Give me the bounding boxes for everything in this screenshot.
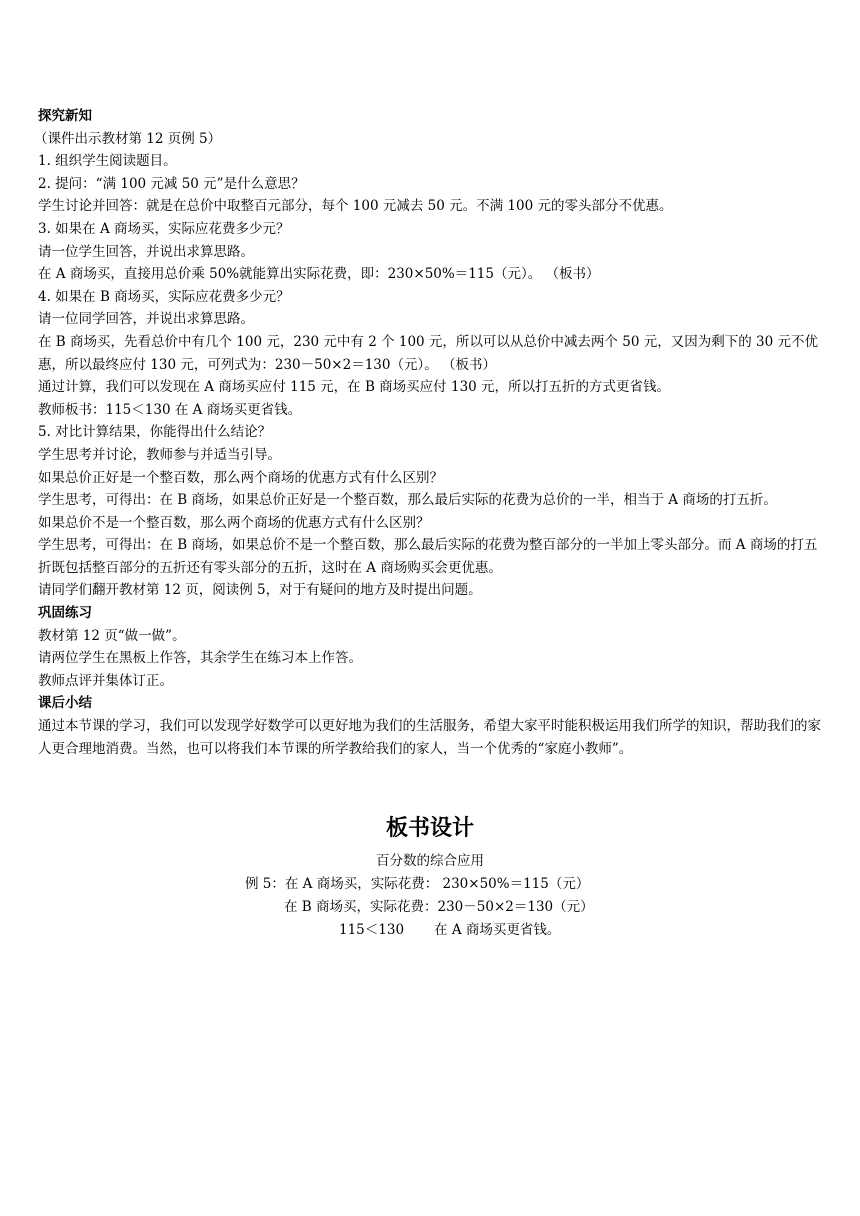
paragraph: 学生思考并讨论，教师参与并适当引导。 — [38, 446, 281, 463]
section-heading-explore: 探究新知 — [38, 108, 92, 124]
paragraph: 学生讨论并回答：就是在总价中取整百元部分，每个 100 元减去 50 元。不满 100 元的零头部分不优惠。 — [38, 198, 673, 215]
section-heading-practice: 巩固练习 — [38, 605, 92, 622]
board-comparison: 115＜130 — [339, 922, 405, 939]
paragraph: 教师点评并集体订正。 — [38, 672, 173, 689]
board-line-b: 在 B 商场买，实际花费：230－50×2＝130（元） — [284, 899, 594, 916]
paragraph: 请两位学生在黑板上作答，其余学生在练习本上作答。 — [38, 650, 362, 667]
paragraph: 学生思考，可得出：在 B 商场，如果总价不是一个整百数，那么最后实际的花费为整百部分的一半加上零头部分。而 A 商场的打五折既包括整百部分的五折还有零头部分的五折，这时在 A 商场购买会更优惠。 — [38, 537, 818, 576]
paragraph: 4. 如果在 B 商场买，实际应花费多少元？ — [38, 288, 290, 305]
paragraph: 教材第 12 页“做一做”。 — [38, 627, 186, 644]
paragraph: 1. 组织学生阅读题目。 — [38, 153, 177, 170]
paragraph: 请一位学生回答，并说出求算思路。 — [38, 243, 254, 260]
paragraph: 5. 对比计算结果，你能得出什么结论？ — [38, 424, 272, 441]
board-design-title: 板书设计 — [385, 816, 474, 842]
paragraph: 教师板书：115＜130 在 A 商场买更省钱。 — [38, 401, 302, 418]
paragraph: 请一位同学回答，并说出求算思路。 — [38, 311, 254, 328]
board-conclusion-text: 在 A 商场买更省钱。 — [434, 922, 561, 939]
paragraph: 通过计算，我们可以发现在 A 商场买应付 115 元，在 B 商场买应付 130 元，所以打五折的方式更省钱。 — [38, 379, 671, 396]
section-heading-summary: 课后小结 — [38, 695, 92, 712]
paragraph: 请同学们翻开教材第 12 页，阅读例 5，对于有疑问的地方及时提出问题。 — [38, 582, 482, 599]
paragraph: （课件出示教材第 12 页例 5） — [34, 130, 222, 147]
board-subtitle: 百分数的综合应用 — [376, 853, 484, 870]
paragraph: 在 A 商场买，直接用总价乘 50%就能算出实际花费，即：230×50%＝115（元）。 （板书） — [38, 266, 600, 283]
paragraph: 2. 提问：“满 100 元减 50 元”是什么意思？ — [38, 175, 305, 192]
paragraph: 如果总价正好是一个整百数，那么两个商场的优惠方式有什么区别？ — [38, 469, 443, 486]
board-line-a: 例 5：在 A 商场买，实际花费： 230×50%＝115（元） — [245, 876, 590, 893]
paragraph: 3. 如果在 A 商场买，实际应花费多少元？ — [38, 220, 290, 237]
paragraph: 学生思考，可得出：在 B 商场，如果总价正好是一个整百数，那么最后实际的花费为总价的一半，相当于 A 商场的打五折。 — [38, 492, 777, 509]
paragraph: 如果总价不是一个整百数，那么两个商场的优惠方式有什么区别？ — [38, 514, 430, 531]
board-line-conclusion — [38, 919, 822, 942]
paragraph: 通过本节课的学习，我们可以发现学好数学可以更好地为我们的生活服务，希望大家平时能积极运用我们所学的知识，帮助我们的家人更合理地消费。当然，也可以将我们本节课的所学教给我们的家人，当一个优秀的“家庭小教师”。 — [38, 718, 821, 757]
paragraph: 在 B 商场买，先看总价中有几个 100 元，230 元中有 2 个 100 元，所以可以从总价中减去两个 50 元，又因为剩下的 30 元不优惠，所以最终应付 130 元，可列式为：230－50×2＝130（元）。 （板书） — [38, 333, 818, 373]
